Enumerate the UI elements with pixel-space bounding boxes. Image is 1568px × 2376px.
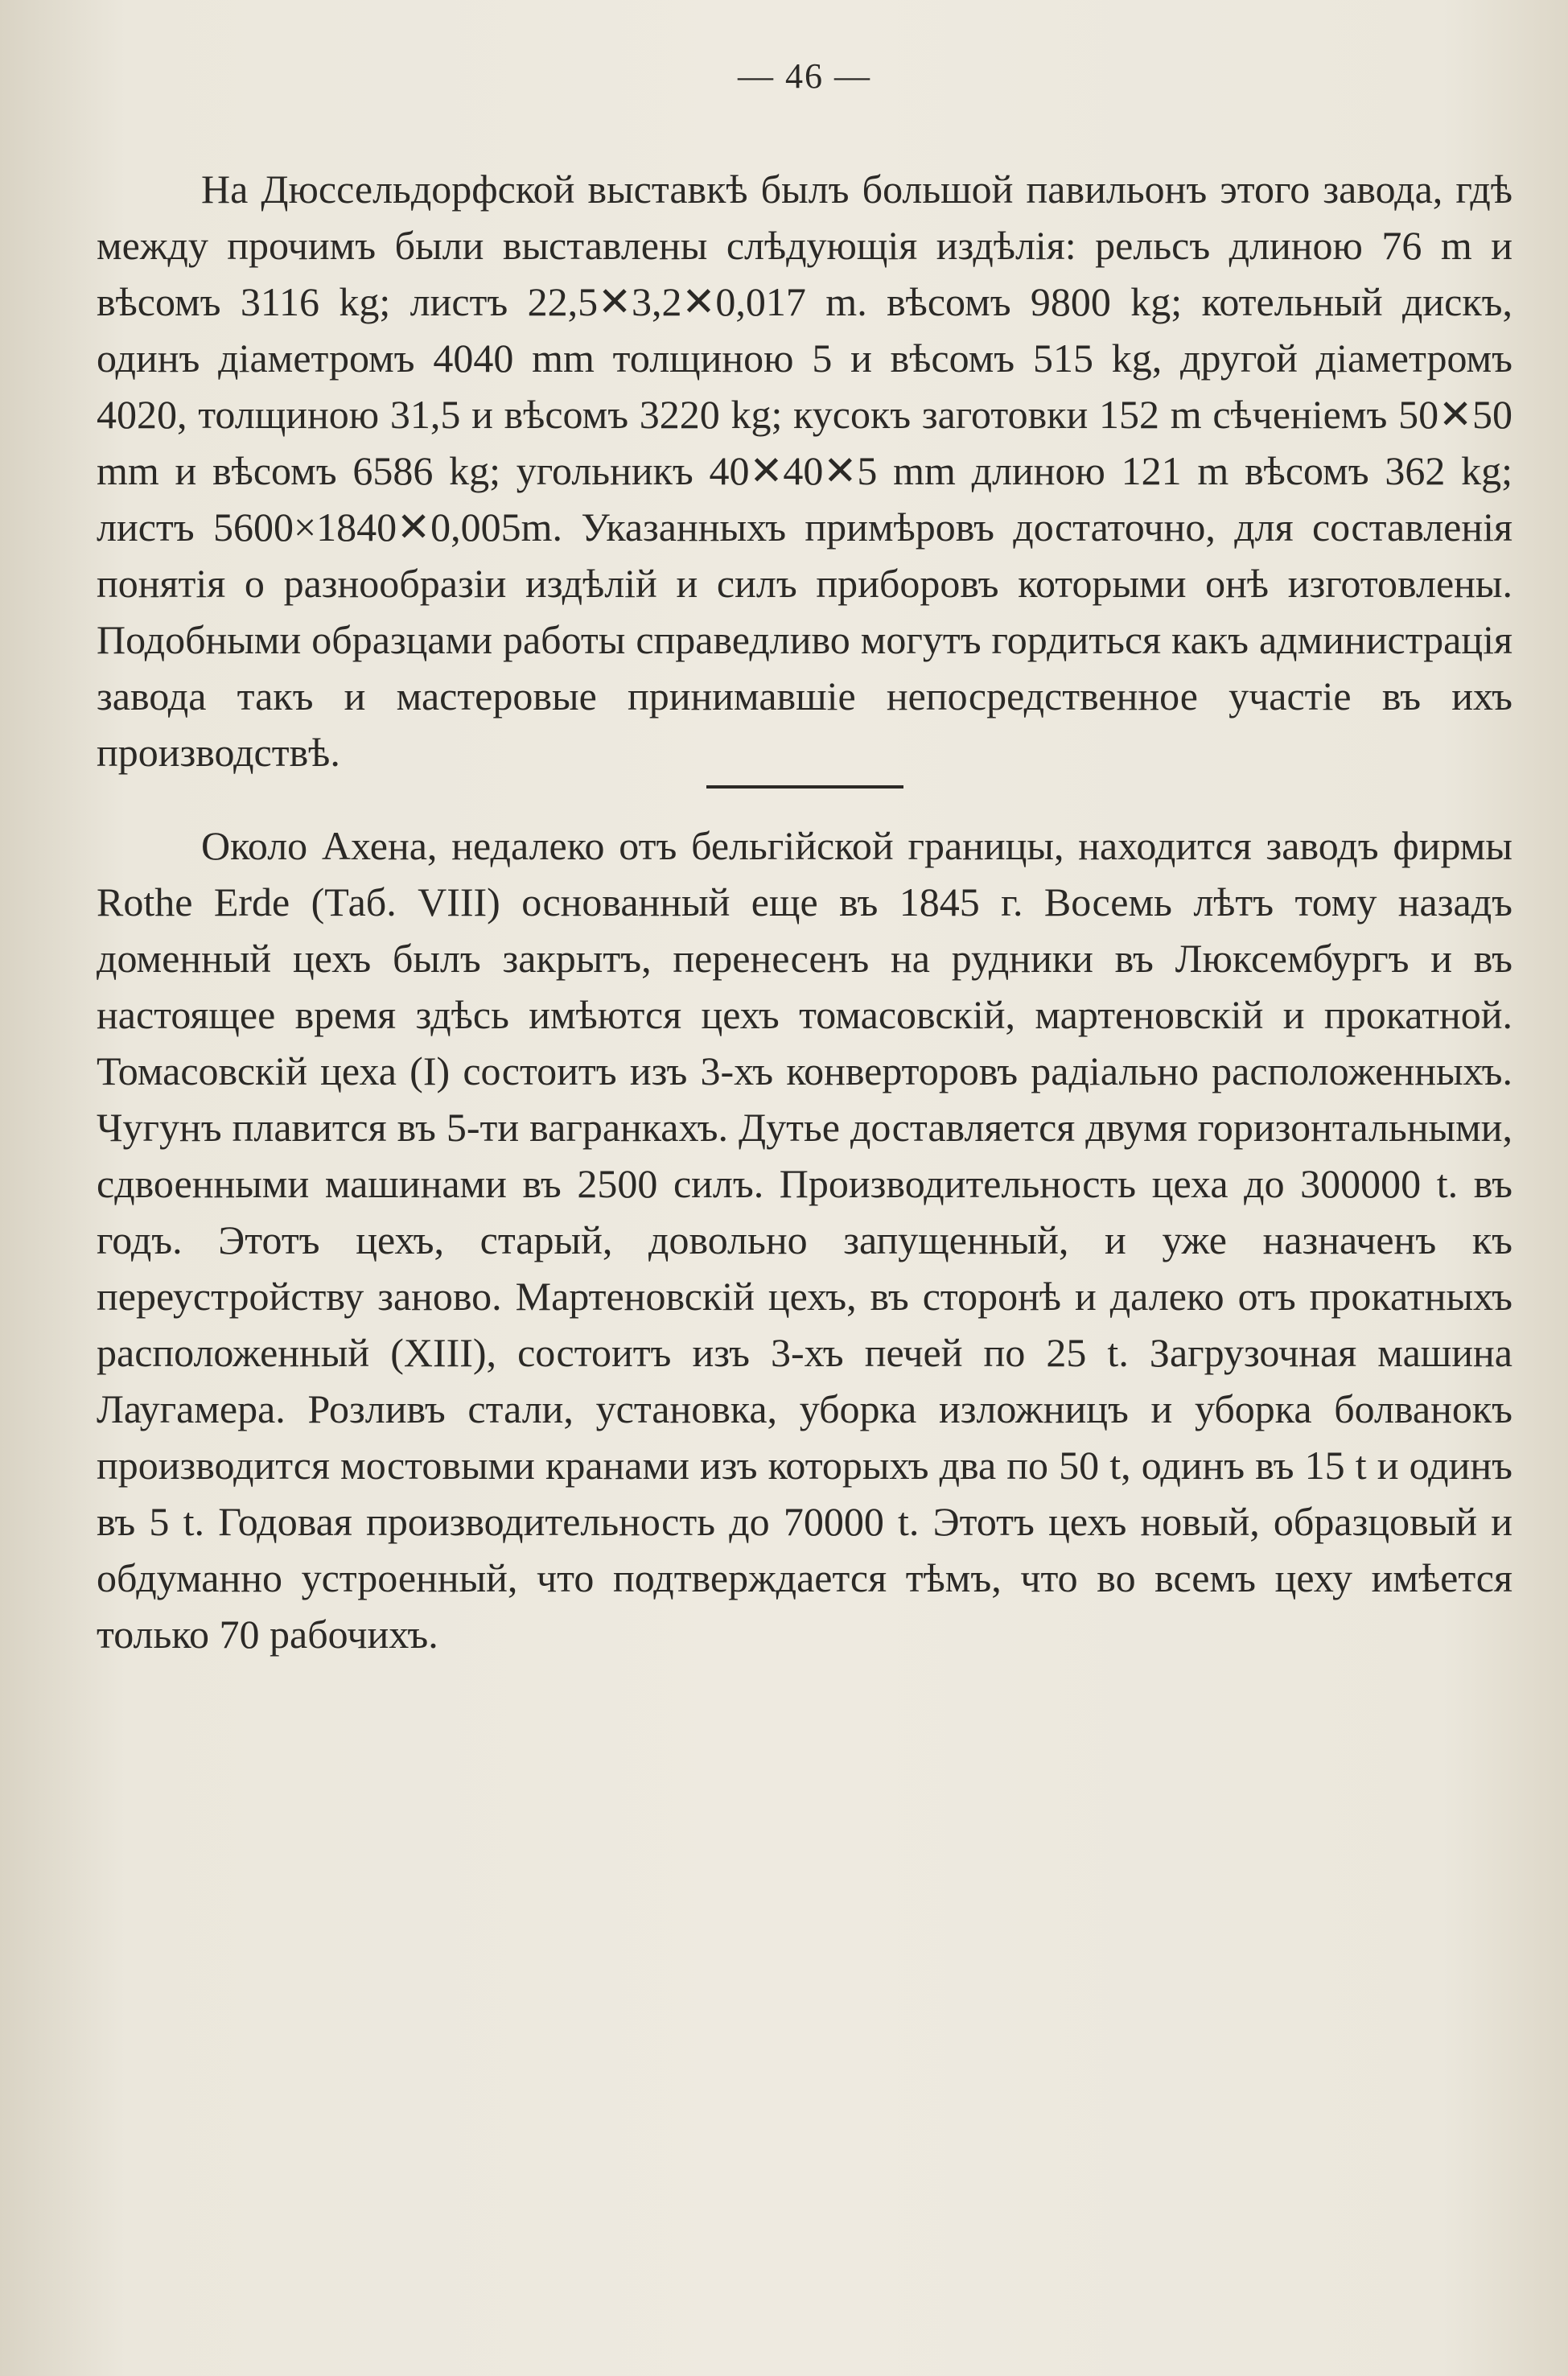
section-separator (706, 785, 903, 789)
paragraph-dusseldorf-exhibition: На Дюссельдорфской выставкѣ былъ большой павильонъ этого завода, гдѣ между прочимъ были выставлены слѣдующія издѣлія: рельсъ длиною 76 m и вѣсомъ 3116 kg; листъ 22,5✕3,2✕0,017 m. вѣсомъ 9800 kg; котельный дискъ, одинъ діаметромъ 4040 mm толщиною 5 и вѣсомъ 515 kg, другой діаметромъ 4020, толщиною 31,5 и вѣсомъ 3220 kg; кусокъ заготовки 152 m сѣченіемъ 50✕50 mm и вѣсомъ 6586 kg; угольникъ 40✕40✕5 mm длиною 121 m вѣсомъ 362 kg; листъ 5600×1840✕0,005m. Указанныхъ примѣровъ достаточно, для составленія понятія о разнообразіи издѣлій и силъ приборовъ которыми онѣ изготовлены. Подобными образцами работы справедливо могутъ гордиться какъ администрація завода такъ и мастеровые принимавшіе непосредственное участіе въ ихъ производствѣ. (97, 167, 1512, 775)
book-page (97, 48, 1512, 2333)
page-number: — 46 — (738, 56, 871, 96)
paragraph-rothe-erde-plant: Около Ахена, недалеко отъ бельгійской границы, находится заводъ фирмы Rothe Erde (Таб. VIII) основанный еще въ 1845 г. Восемь лѣтъ тому назадъ доменный цехъ былъ закрытъ, перенесенъ на рудники въ Люксембургъ и въ настоящее время здѣсь имѣются цехъ томасовскій, мартеновскій и прокатной. Томасовскій цеха (I) состоитъ изъ 3-хъ конверторовъ радіально расположенныхъ. Чугунъ плавится въ 5-ти вагранкахъ. Дутье доставляется двумя горизонтальными, сдвоенными машинами въ 2500 силъ. Производительность цеха до 300000 t. въ годъ. Этотъ цехъ, старый, довольно запущенный, и уже назначенъ къ переустройству заново. Мартеновскій цехъ, въ сторонѣ и далеко отъ прокатныхъ расположенный (XIII), состоитъ изъ 3-хъ печей по 25 t. Загрузочная машина Лаугамера. Розливъ стали, установка, уборка изложницъ и уборка болванокъ производится мостовыми кранами изъ которыхъ два по 50 t, одинъ въ 15 t и одинъ въ 5 t. Годовая производительность до 70000 t. Этотъ цехъ новый, образцовый и обдуманно устроенный, что подтверждается тѣмъ, что во всемъ цеху имѣется только 70 рабочихъ. (97, 823, 1512, 1657)
